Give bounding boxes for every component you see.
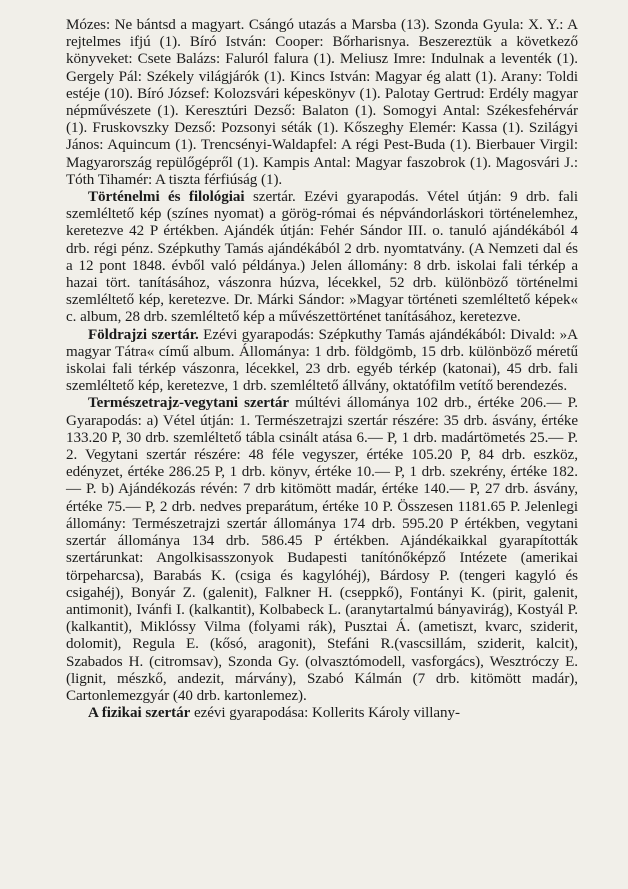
paragraph-body: szertár. Ezévi gyarapodás. Vétel útján: 9 drb. fali szemléltető kép (színes nyomat) a görög-római és népvándorláskori történelemhez, keretezve 42 P értékben. Ajándék útján: Fehér Sándor III. o. tanuló ajándékából 4 drb. régi pénz. Szépkuthy Tamás ajándékából 2 drb. nyomtatvány. (A Nemzeti dal és a 12 pont 1848. évből való példánya.) Jelen állomány: 8 drb. iskolai fali térkép a hazai tört. tanításához, vászonra húzva, lécekkel, 52 drb. különböző történelmi szemléltető kép, keretezve. Dr. Márki Sándor: »Magyar történeti szemléltető képek« c. album, 28 drb. szemléltető kép a művészettörténet tanításához, keretezve.: [66, 189, 579, 326]
section-title: A fizikai szertár: [88, 705, 191, 722]
paragraph-body: ezévi gyarapodása: Kollerits Károly villany-: [190, 705, 461, 722]
paragraph-body: Mózes: Ne bántsd a magyart. Csángó utazás a Marsba (13). Szonda Gyula: X. Y.: A rejtelmes ifjú (1). Bíró István: Cooper: Bőrharisnya. Beszereztük a következő könyveket: Csete Balázs: Faluról falura (1). Meliusz Imre: Indulnak a leventék (1). Gergely Pál: Székely világjárók (1). Kincs István: Magyar ég alatt (1). Arany: Toldi estéje (10). Bíró József: Kolozsvári képeskönyv (1). Palotay Gertrud: Erdély magyar népművészete (1). Keresztúri Dezső: Balaton (1). Somogyi Antal: Székesfehérvár (1). Fruskovszky Dezső: Pozsonyi séták (1). Kőszeghy Elemér: Kassa (1). Szilágyi János: Aquincum (1). Trencsényi-Waldapfel: A régi Pest-Buda (1). Bierbauer Virgil: Magyarország repülőgépről (1). Kampis Antal: Magyar faszobrok (1). Magosvári J.: Tóth Tihamér: A tiszta férfiúság (1).: [66, 17, 578, 188]
section-title: Földrajzi szertár.: [88, 326, 199, 343]
paragraph-physics: [66, 705, 578, 722]
text-block: [66, 17, 578, 722]
paragraph-body: múltévi állománya 102 drb., értéke 206.— P. Gyarapodás: a) Vétel útján: 1. Természetrajzi szertár részére: 35 drb. ásvány, értéke 133.20 P, 30 drb. szemléltető tábla csinált atása 6.— P, 1 drb. madártömetés 25.— P. 2. Vegytani szertár részére: 48 féle vegyszer, értéke 105.20 P, 84 drb. eszköz, edényzet, értéke 286.25 P, 1 drb. könyv, értéke 10.— P, 1 drb. szekrény, értéke 182.— P. b) Ajándékozás révén: 7 drb kitömött madár, értéke 140.— P, 27 drb. ásvány, értéke 75.— P, 2 drb. nedves preparátum, értéke 10 P. Összesen 1181.65 P. Jelenlegi állomány: Természetrajzi szertár állománya 174 drb. 595.20 P értékben, vegytani szertár állománya 134 drb. 586.45 P értékben. Ajándékaikkal gyarapították szertárunkat: Angolkisasszonyok Budapesti tanítónőképző Intézete (amerikai törpeharcsa), Barabás K. (csiga és kagylóhéj), Bárdosy P. (tengeri kagyló és csigahéj), Bonyár Z. (galenit), Falkner H. (cseppkő), Fontányi K. (pirit, galenit, antimonit), Ivánfi I. (kalkantit), Kolbabeck L. (aranytartalmú bányavirág), Kostyál P. (kalkantit), Miklóssy Vilma (folyami rák), Pusztai Á. (ametiszt, kvarc, sziderit, dolomit), Regula E. (kősó, aragonit), Stefáni R.(vascsillám, sziderit, kalcit), Szabados H. (citromsav), Szonda Gy. (olvasztómodell, vasforgács), Wesztróczy E. (lignit, mészkő, andezit, márvány), Szabó Kálmán (7 drb. kitömött madár), Cartonlemezgyár (40 drb. kartonlemez).: [66, 395, 578, 704]
paragraph-body: Ezévi gyarapodás: Szépkuthy Tamás ajándékából: Divald: »A magyar Tátra« című album. Állománya: 1 drb. földgömb, 15 drb. különböző méretű iskolai fali térkép vászonra, lécekkel, 23 drb. egyéb térkép (katonai), 45 drb. fali szemléltető kép, keretezve, 1 drb. szemléltető állvány, oktatófilm vetítő berendezés.: [66, 326, 578, 395]
paragraph-geography: [66, 327, 578, 396]
paragraph-book-list: [66, 17, 578, 189]
paragraph-history-philology: [66, 189, 578, 327]
paragraph-natural-history-chemistry: [66, 395, 578, 705]
section-title: Történelmi és filológiai: [88, 189, 245, 206]
section-title: Természetrajz-vegytani szertár: [88, 395, 290, 412]
